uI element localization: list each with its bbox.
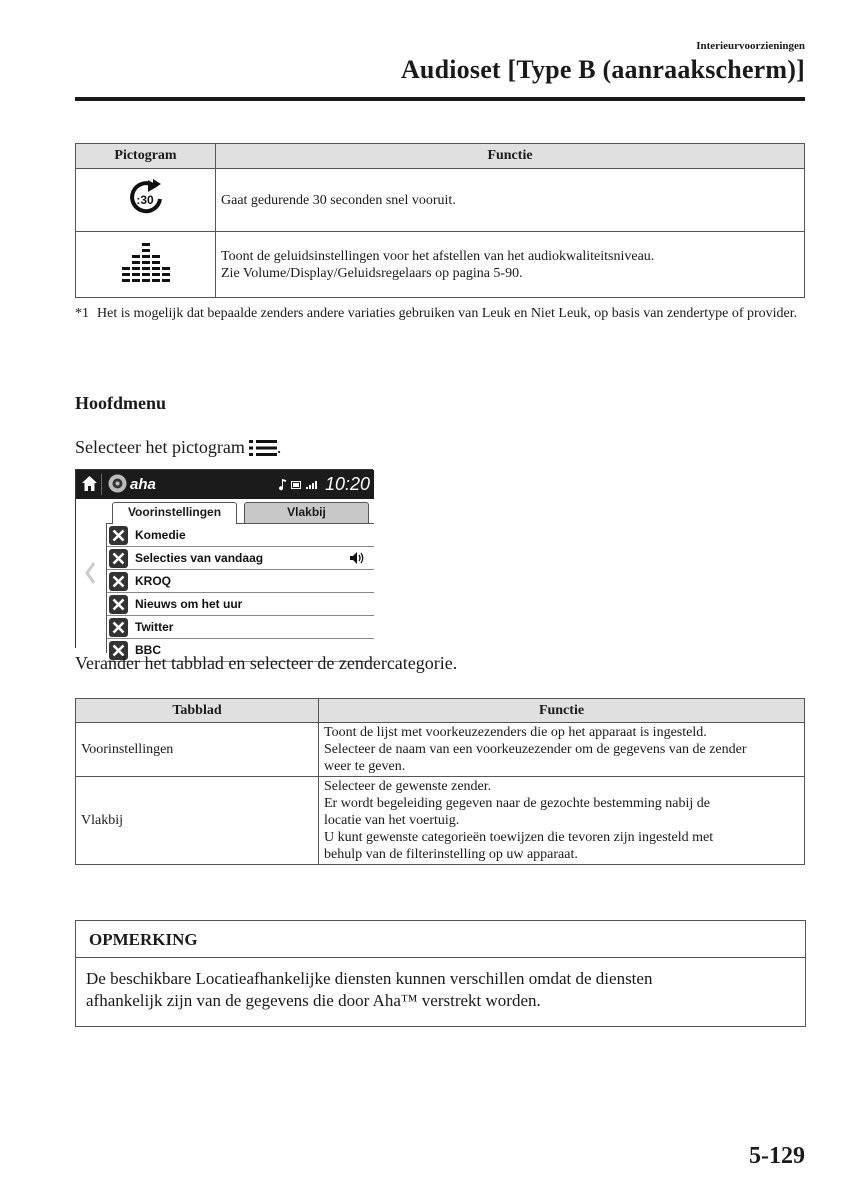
aha-screen	[75, 469, 373, 657]
function-text: Toont de geluidsinstellingen voor het afstellen van het audiokwaliteitsniveau.	[221, 248, 655, 264]
status-separator	[101, 474, 102, 495]
list-menu-icon	[249, 439, 277, 457]
note-text: afhankelijk zijn van de gegevens die door Aha™ verstrekt worden.	[86, 991, 541, 1010]
column-header-tab: Tabblad	[76, 699, 319, 723]
footnote-mark: *1	[75, 306, 89, 321]
function-text: Er wordt begeleiding gegeven naar de gezochte bestemming nabij de	[324, 796, 711, 811]
list-item-label: BBC	[135, 643, 161, 657]
note-box	[75, 920, 806, 1027]
list-item[interactable]	[107, 616, 374, 639]
clock-time: 10:20	[324, 474, 370, 494]
page-title: Audioset [Type B (aanraakscherm)]	[400, 55, 805, 84]
back-chevron-icon[interactable]	[84, 561, 96, 585]
table-row	[76, 777, 805, 865]
signal-icon	[306, 480, 318, 489]
screen-body	[76, 499, 374, 657]
tab-name-cell: Voorinstellingen	[76, 723, 319, 777]
category-icon	[109, 595, 128, 614]
instruction-text: Selecteer het pictogram	[75, 437, 245, 457]
list-item-label: Selecties van vandaag	[135, 551, 264, 565]
category-icon	[109, 549, 128, 568]
table-row	[76, 232, 805, 298]
list-item[interactable]	[107, 547, 374, 570]
table-row	[76, 169, 805, 232]
category-icon	[109, 572, 128, 591]
table-row	[76, 723, 805, 777]
instruction	[75, 437, 281, 458]
section-label: Interieurvoorzieningen	[696, 40, 805, 52]
page-number: 5-129	[749, 1143, 805, 1169]
music-note-icon	[279, 479, 287, 490]
function-text: Selecteer de naam van een voorkeuzezender om de gegevens van de zender	[324, 742, 747, 757]
category-icon	[109, 526, 128, 545]
tab-voorinstellingen[interactable]: Voorinstellingen	[112, 502, 237, 524]
home-icon[interactable]	[81, 475, 98, 492]
category-icon	[109, 618, 128, 637]
note-heading: OPMERKING	[76, 921, 805, 958]
battery-icon	[291, 481, 302, 489]
screen-caption: Verander het tabblad en selecteer de zendercategorie.	[75, 653, 458, 673]
tab-function-table	[75, 698, 805, 865]
tab-name-cell: Vlakbij	[76, 777, 319, 865]
app-name: aha	[130, 476, 156, 493]
note-body	[76, 958, 805, 1022]
list-item[interactable]	[107, 524, 374, 547]
function-text: U kunt gewenste categorieën toewijzen die tevoren zijn ingesteld met	[324, 830, 714, 845]
note-text: De beschikbare Locatieafhankelijke diensten kunnen verschillen omdat de diensten	[86, 969, 653, 988]
footnote	[75, 305, 805, 322]
station-list	[106, 523, 374, 657]
function-text: locatie van het voertuig.	[324, 813, 460, 828]
aha-logo-icon	[108, 474, 127, 493]
tab-vlakbij[interactable]: Vlakbij	[244, 502, 369, 523]
list-item[interactable]	[107, 593, 374, 616]
footnote-text: Het is mogelijk dat bepaalde zenders andere variaties gebruiken van Leuk en Niet Leuk, op basis van zendertype of provider.	[97, 306, 798, 321]
function-text: behulp van de filterinstelling op uw apparaat.	[324, 847, 578, 862]
function-text: Toont de lijst met voorkeuzezenders die op het apparaat is ingesteld.	[324, 725, 707, 740]
list-item[interactable]	[107, 570, 374, 593]
list-item-label: Nieuws om het uur	[135, 597, 243, 611]
speaker-icon	[350, 552, 364, 564]
column-header-function: Functie	[216, 144, 805, 169]
column-header-pictogram: Pictogram	[76, 144, 216, 169]
function-text: Selecteer de gewenste zender.	[324, 779, 492, 794]
status-icons	[279, 479, 318, 490]
list-item-label: KROQ	[135, 574, 171, 588]
instruction-period: .	[276, 437, 282, 457]
equalizer-bars-icon	[122, 241, 170, 283]
icon-function-table	[75, 143, 805, 298]
list-item-label: Komedie	[135, 528, 186, 542]
column-header-function: Functie	[319, 699, 805, 723]
skip-forward-30-icon	[126, 178, 166, 218]
section-heading: Hoofdmenu	[75, 393, 167, 413]
function-text: weer te geven.	[324, 759, 406, 774]
svg-text::30: :30	[135, 192, 154, 207]
function-text: Zie Volume/Display/Geluidsregelaars op pagina 5-90.	[221, 265, 523, 281]
list-item-label: Twitter	[135, 620, 174, 634]
title-rule	[75, 97, 805, 101]
screen-status-bar	[76, 470, 374, 499]
function-text: Gaat gedurende 30 seconden snel vooruit.	[221, 192, 456, 208]
